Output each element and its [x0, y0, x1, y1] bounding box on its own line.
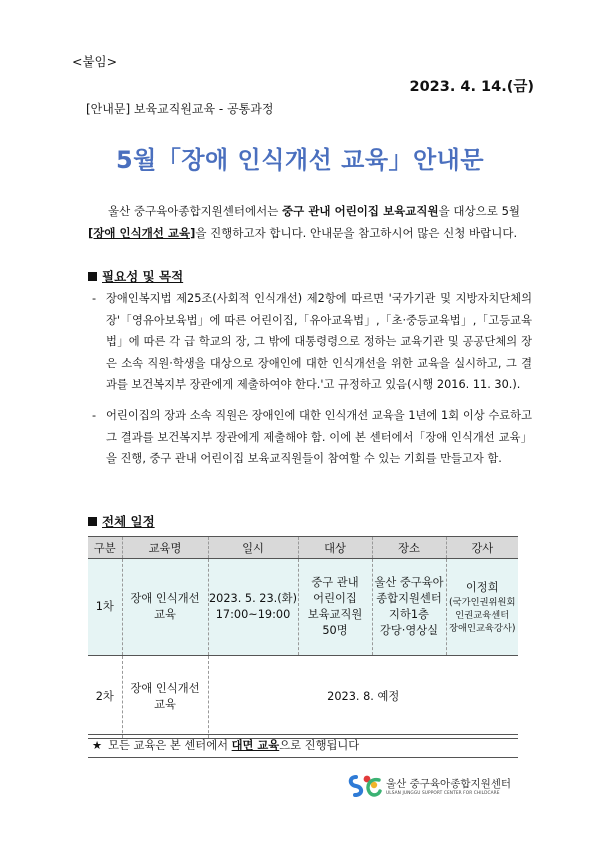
square-bullet-icon — [88, 272, 97, 281]
lecturer-cell — [446, 559, 518, 656]
schedule-table — [88, 536, 518, 739]
column-header: 강사 — [446, 537, 518, 559]
table-row — [88, 559, 518, 656]
subhead-prefix: [안내문] — [86, 102, 131, 116]
lecturer-name: 이정희 — [465, 580, 499, 594]
purpose-bullet — [92, 288, 532, 396]
org-english-name: ULSAN JUNGGU SUPPORT CENTER FOR CHILDCARE — [386, 791, 500, 796]
lecturer-note-line: 인권교육센터 — [455, 609, 510, 621]
place-line: 종합지원센터 — [376, 592, 442, 605]
dash-icon: - — [92, 409, 97, 422]
section-heading-purpose — [88, 267, 183, 285]
notice-bar — [88, 734, 518, 758]
column-header: 교육명 — [122, 537, 208, 559]
lecturer-note-line: 장애인교육강사) — [449, 622, 516, 634]
notice-text: 모든 교육은 본 센터에서 — [108, 739, 232, 752]
datetime-line: 17:00~19:00 — [215, 608, 291, 621]
place-line: 지하1층 — [389, 608, 429, 621]
star-icon: ★ — [92, 739, 103, 752]
lecturer-note-line: (국가인권위원회 — [449, 596, 516, 608]
datetime-line: 2023. 5. 23.(화) — [209, 592, 297, 605]
section-label: 전체 일정 — [102, 514, 155, 529]
attachment-label: <붙임> — [72, 54, 118, 69]
column-header: 일시 — [208, 537, 298, 559]
dash-icon: - — [92, 292, 97, 305]
place-cell — [372, 559, 446, 656]
purpose-bullet-text: 장애인복지법 제25조(사회적 인식개선) 제2항에 따르면 '국가기관 및 지방자치단체의 장'「영유아보육법」에 따른 어린이집,「유아교육법」,「초·중등교육법」,「고등교육법」에 따른 각 급 학교의 장, 그 밖에 대통령령으로 정하는 교육기관 및 공공단체의 장은 소속 직원·학생을 대상으로 장애인에 대한 인식개선을 위한 교육을 실시하고, 그 결과를 보건복지부 장관에게 제출하여야 한다.'고 규정하고 있음(시행 2016. 11. 30.). — [106, 292, 532, 391]
column-header: 구분 — [88, 537, 122, 559]
intro-paragraph — [88, 200, 520, 244]
course-name-line: 장애 인식개선 — [130, 682, 200, 695]
page-title: 5월「장애 인식개선 교육」안내문 — [115, 146, 485, 174]
course-name-line: 장애 인식개선 — [130, 592, 200, 605]
course-name-cell — [122, 656, 208, 739]
course-name-line: 교육 — [154, 698, 176, 711]
target-line: 어린이집 — [313, 592, 357, 605]
intro-bold-2: [장애 인식개선 교육] — [88, 226, 196, 240]
table-row — [88, 656, 518, 739]
section-label: 필요성 및 목적 — [102, 269, 184, 284]
intro-text-1: 울산 중구육아종합지원센터에서는 — [108, 204, 283, 218]
round-cell: 2차 — [88, 656, 122, 739]
intro-text-2: 을 대상으로 5월 — [438, 204, 520, 218]
place-line: 강당·영상실 — [379, 624, 439, 637]
notice-bold: 대면 교육 — [231, 739, 280, 752]
org-name: 울산 중구육아종합지원센터 — [386, 778, 512, 790]
square-bullet-icon — [88, 517, 97, 526]
target-line: 중구 관내 — [311, 576, 359, 589]
course-name-line: 교육 — [154, 608, 176, 621]
column-header: 대상 — [298, 537, 372, 559]
purpose-bullet — [92, 405, 532, 470]
round-cell: 1차 — [88, 559, 122, 656]
target-cell — [298, 559, 372, 656]
course-name-cell — [122, 559, 208, 656]
intro-text-3: 을 진행하고자 합니다. 안내문을 참고하시어 많은 신청 바랍니다. — [195, 226, 518, 240]
target-line: 50명 — [322, 624, 348, 637]
subhead-text: 보육교직원교육 - 공통과정 — [133, 102, 274, 116]
table-header-row — [88, 537, 518, 559]
center-logo-icon — [346, 772, 384, 800]
intro-bold-1: 중구 관내 어린이집 보육교직원 — [282, 204, 439, 218]
document-date: 2023. 4. 14.(금) — [409, 79, 534, 95]
column-header: 장소 — [372, 537, 446, 559]
purpose-bullet-text: 어린이집의 장과 소속 직원은 장애인에 대한 인식개선 교육을 1년에 1회 이상 수료하고 그 결과를 보건복지부 장관에게 제출해야 함. 이에 본 센터에서「장애 인식개선 교육」을 진행, 중구 관내 어린이집 보육교직원들이 참여할 수 있는 기회를 만들고자 함. — [106, 409, 532, 465]
target-line: 보육교직원 — [307, 608, 363, 621]
subhead — [86, 100, 273, 117]
datetime-cell — [208, 559, 298, 656]
planned-cell: 2023. 8. 예정 — [208, 656, 518, 739]
section-heading-schedule — [88, 512, 155, 530]
notice-text-end: 으로 진행됩니다 — [279, 739, 360, 752]
place-line: 울산 중구육아 — [374, 576, 444, 589]
